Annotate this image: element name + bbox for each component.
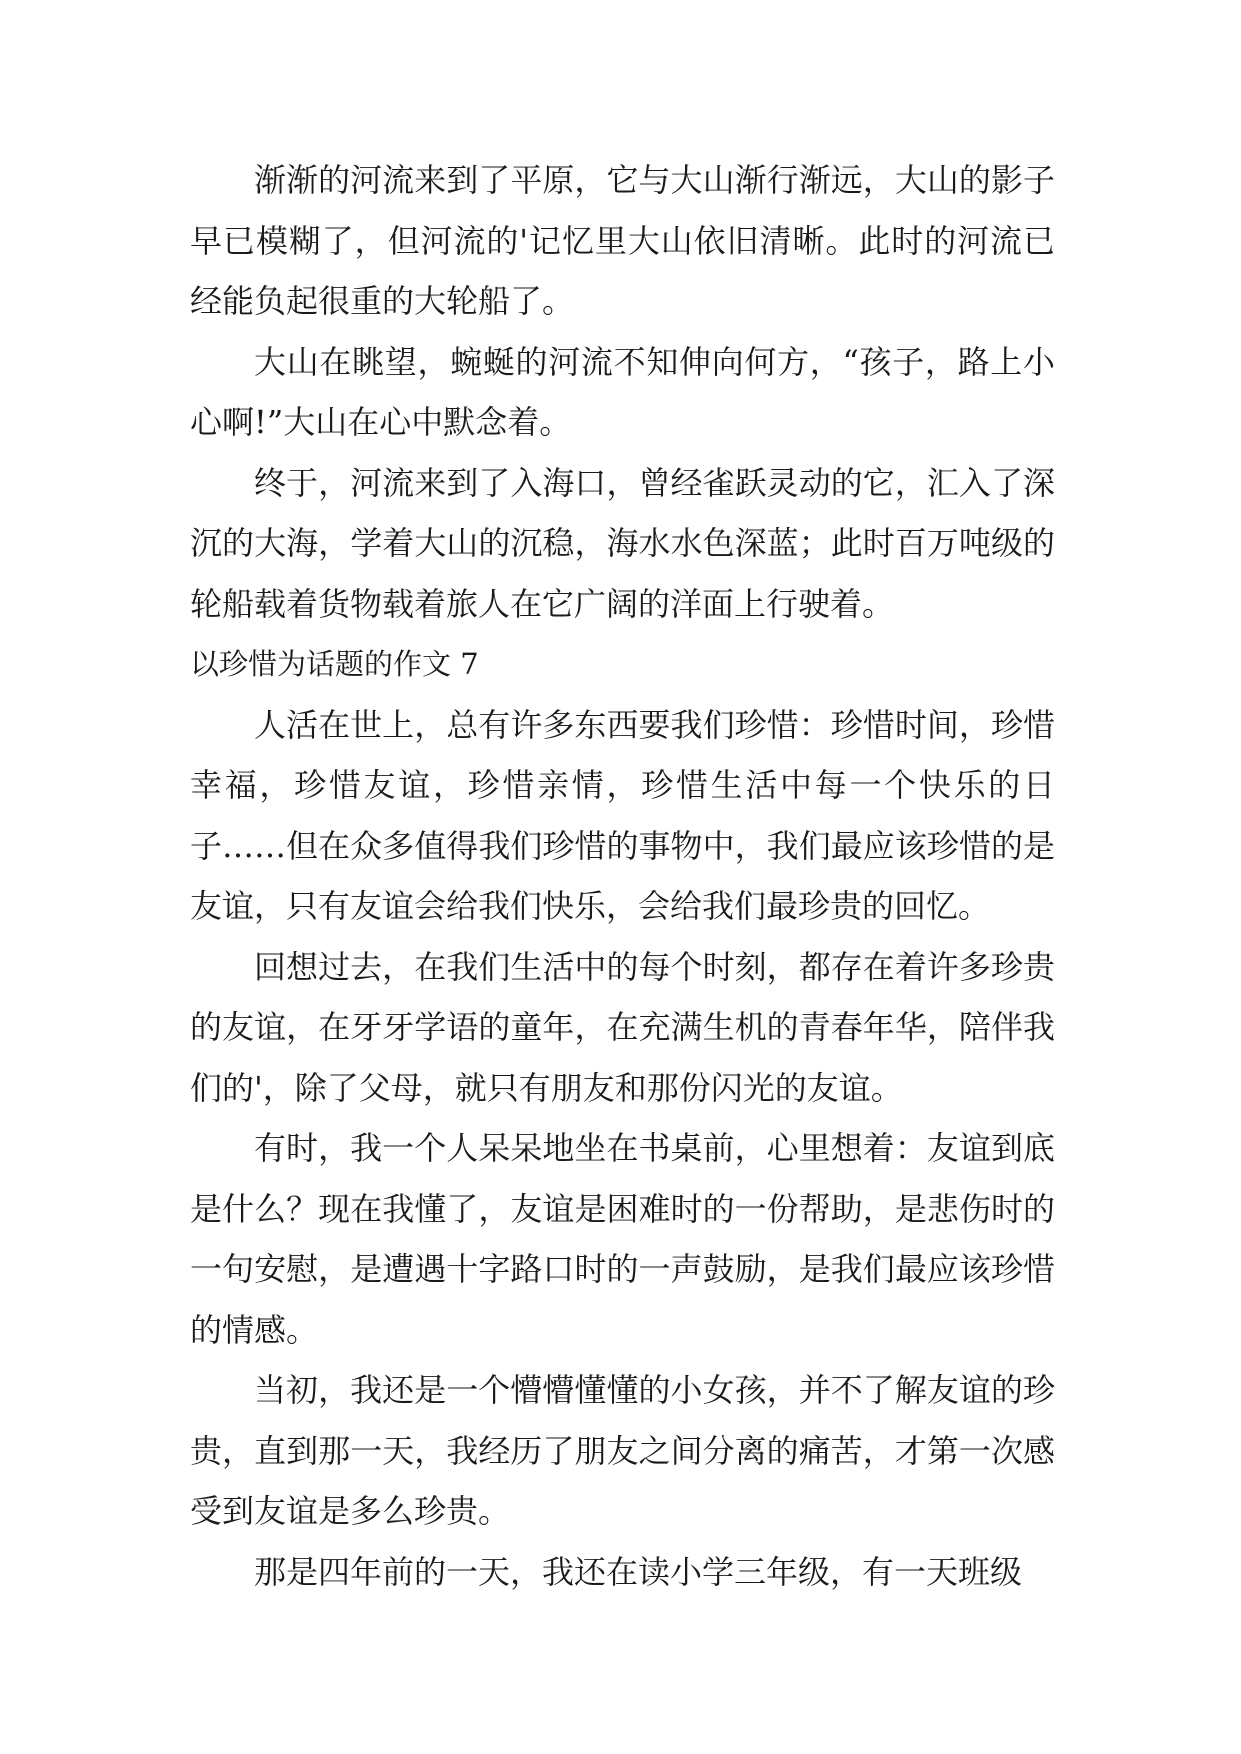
paragraph-river-plain: 渐渐的河流来到了平原，它与大山渐行渐远，大山的影子早已模糊了，但河流的'记忆里大山依旧清晰。此时的河流已经能负起很重的大轮船了。 [190, 161, 1055, 320]
document-body [190, 150, 1055, 1602]
paragraph-mountain-gaze: 大山在眺望，蜿蜒的河流不知伸向何方，“孩子，路上小心啊!”大山在心中默念着。 [190, 342, 1055, 441]
paragraph-recall-past: 回想过去，在我们生活中的每个时刻，都存在着许多珍贵的友谊，在牙牙学语的童年，在充满生机的青春年华，陪伴我们的'，除了父母，就只有朋友和那份闪光的友谊。 [190, 947, 1055, 1107]
essay-heading: 以珍惜为话题的作文 7 [190, 647, 479, 681]
paragraph-four-years-ago: 那是四年前的一天，我还在读小学三年级，有一天班级 [254, 1552, 1023, 1591]
paragraph-what-is-friendship: 有时，我一个人呆呆地坐在书桌前，心里想着：友谊到底是什么？现在我懂了，友谊是困难时的一份帮助，是悲伤时的一句安慰，是遭遇十字路口时的一声鼓励，是我们最应该珍惜的情感。 [190, 1129, 1055, 1349]
paragraph-river-sea: 终于，河流来到了入海口，曾经雀跃灵动的它，汇入了深沉的大海，学着大山的沉稳，海水水色深蓝；此时百万吨级的轮船载着货物载着旅人在它广阔的洋面上行驶着。 [190, 463, 1055, 623]
paragraph-cherish-friendship: 人活在世上，总有许多东西要我们珍惜：珍惜时间，珍惜幸福，珍惜友谊，珍惜亲情，珍惜生活中每一个快乐的日子……但在众多值得我们珍惜的事物中，我们最应该珍惜的是友谊，只有友谊会给我们快乐，会给我们最珍贵的回忆。 [190, 705, 1055, 925]
paragraph-little-girl: 当初，我还是一个懵懵懂懂的小女孩，并不了解友谊的珍贵，直到那一天，我经历了朋友之间分离的痛苦，才第一次感受到友谊是多么珍贵。 [190, 1371, 1055, 1530]
